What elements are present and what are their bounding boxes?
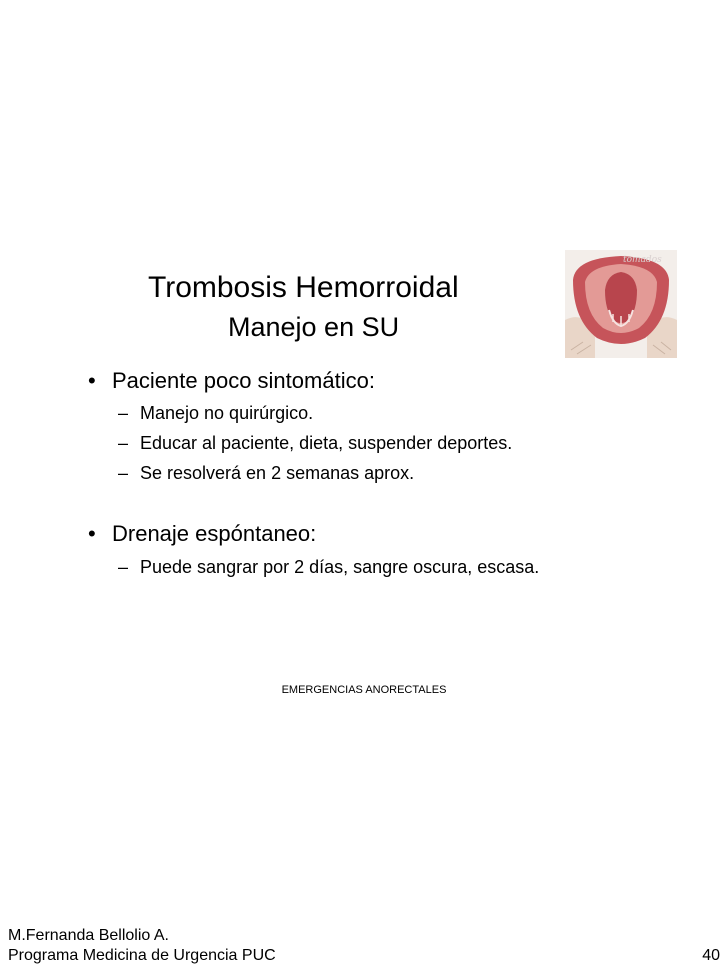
- bullet-text: Paciente poco sintomático:: [112, 368, 375, 393]
- sub-bullet-item: [118, 432, 512, 454]
- bullet-item: [88, 368, 375, 394]
- bullet-mark: •: [88, 368, 96, 393]
- sub-bullet-mark: –: [118, 403, 129, 423]
- sub-bullet-text: Manejo no quirúrgico.: [140, 403, 314, 423]
- footer-credits: [8, 926, 276, 966]
- sub-bullet-item: [118, 402, 313, 424]
- illustration-watermark: tomados: [623, 255, 662, 265]
- sub-bullet-item: [118, 462, 414, 484]
- footer-section-title: EMERGENCIAS ANORECTALES: [281, 684, 447, 696]
- bullet-item: [88, 521, 316, 547]
- anorectal-anatomy-icon: [565, 250, 677, 358]
- page-number: 40: [702, 947, 720, 964]
- sub-bullet-text: Se resolverá en 2 semanas aprox.: [140, 463, 415, 483]
- slide-subtitle: Manejo en SU: [228, 312, 400, 342]
- bullet-mark: •: [88, 521, 96, 546]
- sub-bullet-text: Educar al paciente, dieta, suspender deportes.: [140, 433, 513, 453]
- sub-bullet-mark: –: [118, 433, 129, 453]
- footer-program: Programa Medicina de Urgencia PUC: [8, 947, 276, 964]
- slide-title: Trombosis Hemorroidal: [148, 271, 459, 304]
- footer-author: M.Fernanda Bellolio A.: [8, 927, 169, 944]
- sub-bullet-mark: –: [118, 557, 129, 577]
- sub-bullet-mark: –: [118, 463, 129, 483]
- anorectal-anatomy-illustration: [565, 250, 677, 358]
- sub-bullet-item: [118, 556, 539, 578]
- bullet-text: Drenaje espóntaneo:: [112, 521, 317, 546]
- sub-bullet-text: Puede sangrar por 2 días, sangre oscura, escasa.: [140, 557, 540, 577]
